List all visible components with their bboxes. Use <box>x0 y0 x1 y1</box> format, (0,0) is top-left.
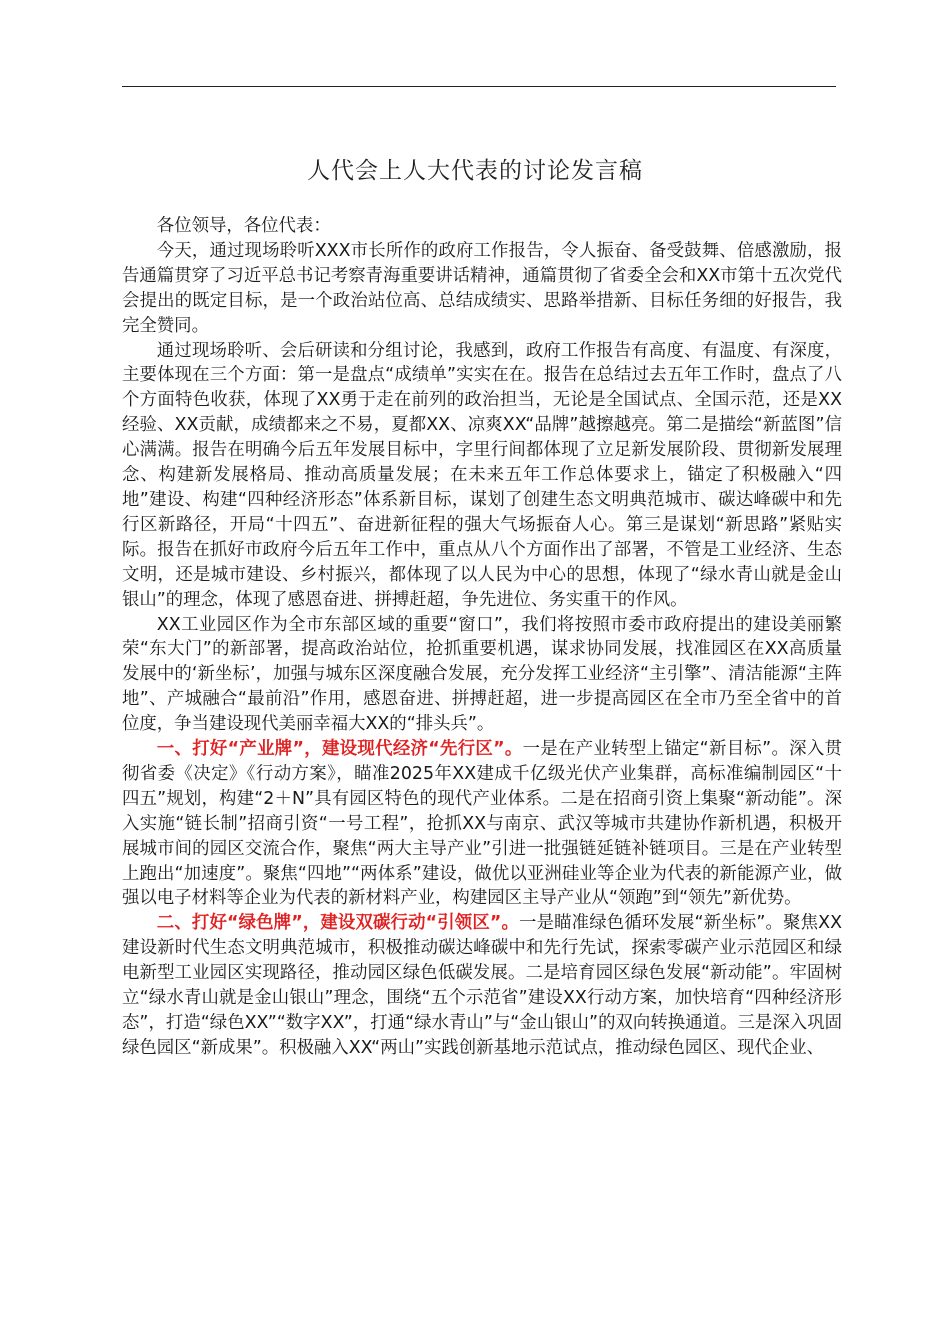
section-heading-2: 二、打好“绿色牌”，建设双碳行动“引领区”。 <box>156 913 520 934</box>
paragraph-1: 今天，通过现场聆听XXX市长所作的政府工作报告，令人振奋、备受鼓舞、倍感激励，报告通篇贯穿了习近平总书记考察青海重要讲话精神，通篇贯彻了省委全会和XX市第十五次党代会提出的既定目标，是一个政治站位高、总结成绩实、思路举措新、目标任务细的好报告，我完全赞同。 <box>122 240 842 336</box>
paragraph-5 <box>122 911 842 1060</box>
paragraph-3: XX工业园区作为全市东部区域的重要“窗口”，我们将按照市委市政府提出的建设美丽繁荣“东大门”的新部署，提高政治站位，抢抓重要机遇，谋求协同发展，找准园区在XX高质量发展中的‘新坐标’，加强与城东区深度融合发展，充分发挥工业经济“主引擎”、清洁能源“主阵地”、产城融合“最前沿”作用，感恩奋进、拼搏赶超，进一步提高园区在全市乃至全省中的首位度，争当建设现代美丽幸福大XX的“排头兵”。 <box>122 614 842 735</box>
section-heading-1: 一、打好“产业牌”，建设现代经济“先行区”。 <box>156 739 523 760</box>
header-rule <box>122 86 836 87</box>
section-text-2: 一是瞄准绿色循环发展“新坐标”。聚焦XX建设新时代生态文明典范城市，积极推动碳达峰碳中和先行先试，探索零碳产业示范园区和绿电新型工业园区实现路径，推动园区绿色低碳发展。二是培育园区绿色发展“新动能”。牢固树立“绿水青山就是金山银山”理念，围绕“五个示范省”建设XX行动方案，加快培育“四种经济形态”，打造“绿色XX”“数字XX”，打通“绿水青山”与“金山银山”的双向转换通道。三是深入巩固绿色园区“新成果”。积极融入XX“两山”实践创新基地示范试点，推动绿色园区、现代企业、 <box>122 913 842 1058</box>
section-text-1: 一是在产业转型上锚定“新目标”。深入贯彻省委《决定》《行动方案》，瞄准2025年XX建成千亿级光伏产业集群，高标准编制园区“十四五”规划，构建“2＋N”具有园区特色的现代产业体系。二是在招商引资上集聚“新动能”。深入实施“链长制”招商引资“一号工程”，抢抓XX与南京、武汉等城市共建协作新机遇，积极开展城市间的园区交流合作，聚焦“两大主导产业”引进一批强链延链补链项目。三是在产业转型上跑出“加速度”。聚焦“四地”“两体系”建设，做优以亚洲硅业等企业为代表的新能源产业，做强以电子材料等企业为代表的新材料产业，构建园区主导产业从“领跑”到“领先”新优势。 <box>122 739 842 909</box>
paragraph-2: 通过现场聆听、会后研读和分组讨论，我感到，政府工作报告有高度、有温度、有深度，主要体现在三个方面：第一是盘点“成绩单”实实在在。报告在总结过去五年工作时，盘点了八个方面特色收获，体现了XX勇于走在前列的政治担当，无论是全国试点、全国示范，还是XX经验、XX贡献，成绩都来之不易，夏都XX、凉爽XX“品牌”越擦越亮。第二是描绘“新蓝图”信心满满。报告在明确今后五年发展目标中，字里行间都体现了立足新发展阶段、贯彻新发展理念、构建新发展格局、推动高质量发展；在未来五年工作总体要求上，锚定了积极融入“四地”建设、构建“四种经济形态”体系新目标，谋划了创建生态文明典范城市、碳达峰碳中和先行区新路径，开局“十四五”、奋进新征程的强大气场振奋人心。第三是谋划“新思路”紧贴实际。报告在抓好市政府今后五年工作中，重点从八个方面作出了部署，不管是工业经济、生态文明，还是城市建设、乡村振兴，都体现了以人民为中心的思想，体现了“绿水青山就是金山银山”的理念，体现了感恩奋进、拼搏赶超，争先进位、务实重干的作风。 <box>122 340 842 610</box>
salutation: 各位领导，各位代表： <box>156 216 331 236</box>
document-body <box>122 214 842 1061</box>
paragraph-4 <box>122 737 842 911</box>
document-title: 人代会上人大代表的讨论发言稿 <box>307 158 643 184</box>
